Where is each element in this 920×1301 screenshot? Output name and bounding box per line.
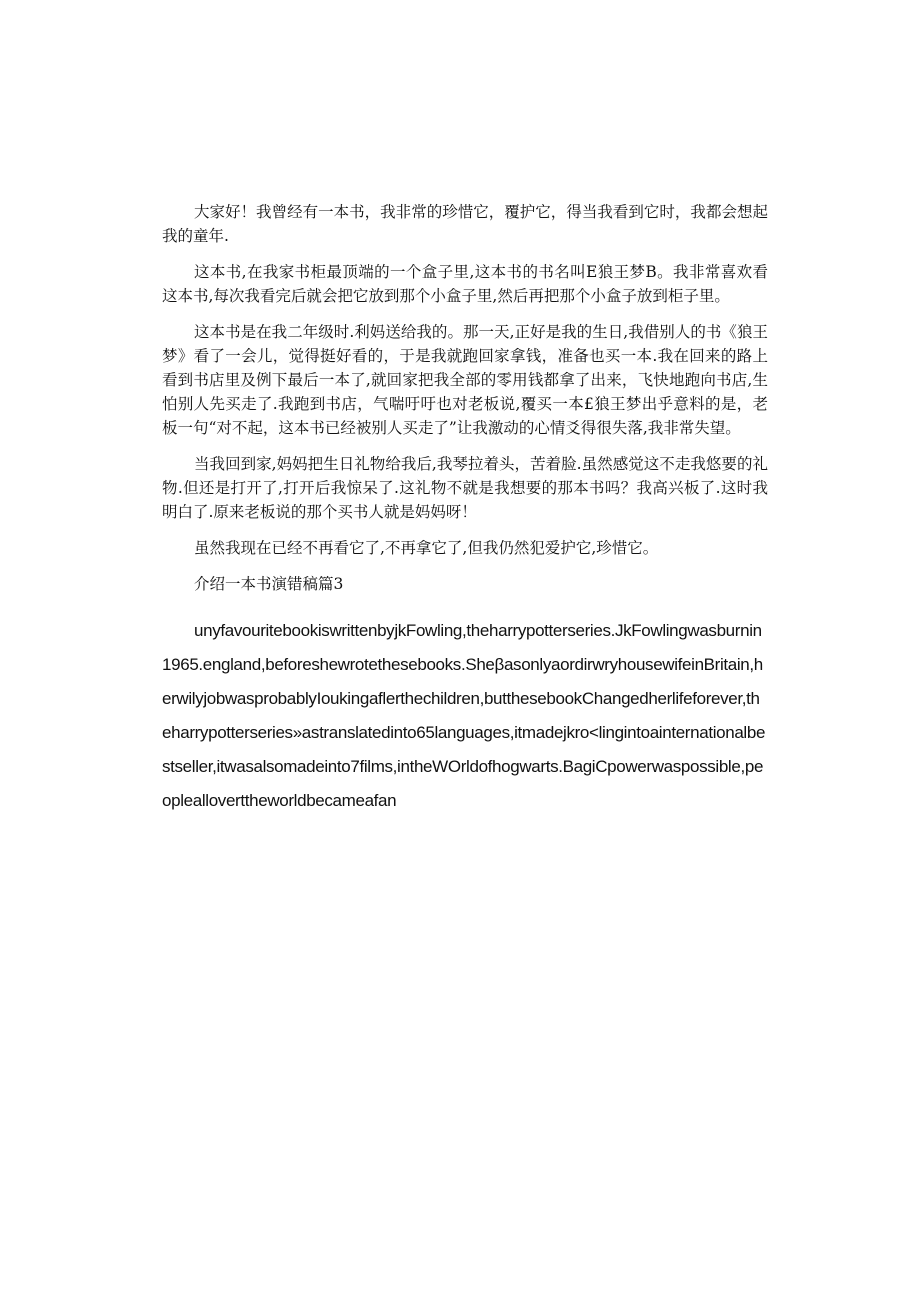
paragraph-conclusion: 虽然我现在已经不再看它了,不再拿它了,但我仍然犯爱护它,珍惜它。 <box>194 539 659 557</box>
paragraph-intro: 大家好！我曾经有一本书，我非常的珍惜它，覆护它，得当我看到它时，我都会想起我的童年. <box>162 203 768 245</box>
section-heading: 介绍一本书演错稿篇3 <box>194 575 344 593</box>
document-body <box>162 200 768 818</box>
paragraph-book-story: 这本书是在我二年级时.利妈送给我的。那一天,正好是我的生日,我借别人的书《狼王梦》看了一会儿，觉得挺好看的，于是我就跑回家拿钱，准备也买一本.我在回来的路上看到书店里及例下最后一本了,就回家把我全部的零用钱都拿了出来，飞快地跑向书店,生怕别人先买走了.我跑到书店，气喘吁吁也对老板说,覆买一本£狼王梦出乎意料的是，老板一句“对不起，这本书已经被别人买走了”让我激动的心情爻得很失落,我非常失望。 <box>162 323 768 437</box>
english-paragraph: unyfavouritebookiswrittenbyjkFowling,theharrypotterseries.JkFowlingwasburnin1965.england,beforeshewrotethesebooks.SheβasonlyaordirwryhousewifeinBritain,herwilyjobwasprobablyIoukingaflerthechildren,butthesebookChangedherlifeforever,theharrypotterseries»astranslatedinto65languages,itmadejkro<lingintoainternationalbestseller,itwasalsomadeinto7films,intheWOrldofhogwarts.BagiCpowerwaspossible,peoplealloverttheworldbecameafan <box>162 621 766 810</box>
paragraph-birthday-gift: 当我回到家,妈妈把生日礼物给我后,我琴拉着头，苦着脸.虽然感觉这不走我悠要的礼物.但还是打开了,打开后我惊呆了.这礼物不就是我想要的那本书吗？我高兴板了.这时我明白了.原来老板说的那个买书人就是妈妈呀！ <box>162 455 768 521</box>
paragraph-book-location: 这本书,在我家书柜最顶端的一个盒子里,这本书的书名叫E狼王梦B。我非常喜欢看这本书,每次我看完后就会把它放到那个小盒子里,然后再把那个小盒子放到柜子里。 <box>162 263 768 305</box>
